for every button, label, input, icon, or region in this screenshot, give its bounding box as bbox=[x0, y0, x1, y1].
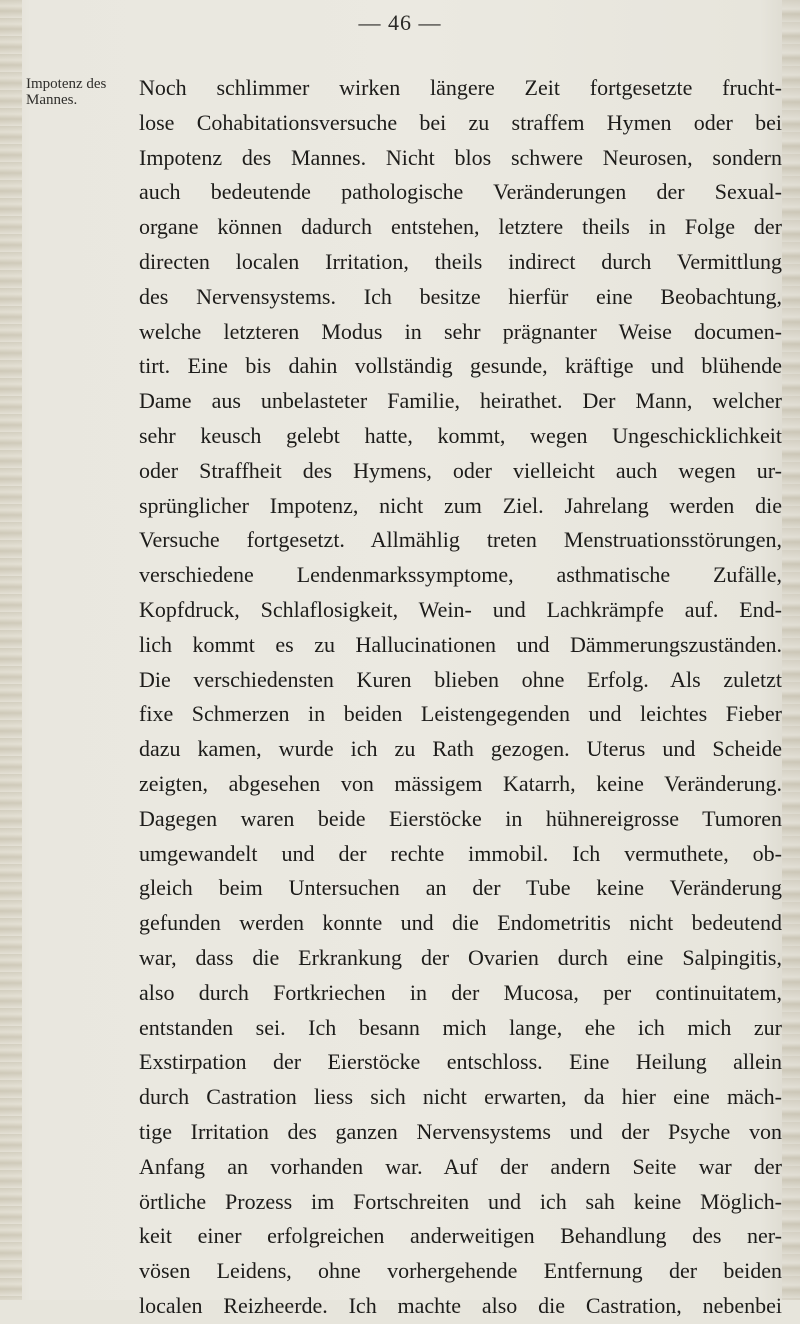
text-line: lich kommt es zu Hallucinationen und Dämmerungszuständen. bbox=[139, 631, 782, 657]
text-line: Anfang an vorhanden war. Auf der andern Seite war der bbox=[139, 1153, 782, 1179]
text-line: vösen Leidens, ohne vorhergehende Entfernung der beiden bbox=[139, 1258, 782, 1284]
text-line: gefunden werden konnte und die Endometritis nicht bedeutend bbox=[139, 910, 782, 936]
text-line: gleich beim Untersuchen an der Tube keine Veränderung bbox=[139, 875, 782, 901]
page-right-edge bbox=[782, 0, 800, 1300]
text-line: tige Irritation des ganzen Nervensystems und der Psyche von bbox=[139, 1118, 782, 1144]
text-line: dazu kamen, wurde ich zu Rath gezogen. Uterus und Scheide bbox=[139, 736, 782, 762]
text-line: Versuche fortgesetzt. Allmählig treten Menstruationsstörungen, bbox=[139, 527, 782, 553]
text-line: Impotenz des Mannes. Nicht blos schwere Neurosen, sondern bbox=[139, 144, 782, 170]
page-left-edge bbox=[0, 0, 22, 1300]
body-text bbox=[139, 71, 782, 1324]
text-line: umgewandelt und der rechte immobil. Ich vermuthete, ob- bbox=[139, 840, 782, 866]
text-line: oder Straffheit des Hymens, oder vielleicht auch wegen ur- bbox=[139, 457, 782, 483]
text-line: zeigten, abgesehen von mässigem Katarrh, keine Veränderung. bbox=[139, 770, 782, 796]
page-number: — 46 — bbox=[358, 10, 442, 35]
text-line: Die verschiedensten Kuren blieben ohne Erfolg. Als zuletzt bbox=[139, 666, 782, 692]
margin-note-line: Impotenz des bbox=[26, 76, 107, 92]
text-line: organe können dadurch entstehen, letztere theils in Folge der bbox=[139, 214, 782, 240]
text-line: Dagegen waren beide Eierstöcke in hühnereigrosse Tumoren bbox=[139, 805, 782, 831]
text-line: durch Castration liess sich nicht erwarten, da hier eine mäch- bbox=[139, 1084, 782, 1110]
text-line: Dame aus unbelasteter Familie, heirathet. Der Mann, welcher bbox=[139, 388, 782, 414]
margin-note bbox=[26, 76, 116, 108]
text-line: lose Cohabitationsversuche bei zu straffem Hymen oder bei bbox=[139, 109, 782, 135]
text-line: directen localen Irritation, theils indirect durch Vermittlung bbox=[139, 248, 782, 274]
text-line: des Nervensystems. Ich besitze hierfür eine Beobachtung, bbox=[139, 283, 782, 309]
text-line: Exstirpation der Eierstöcke entschloss. Eine Heilung allein bbox=[139, 1049, 782, 1075]
text-line: fixe Schmerzen in beiden Leistengegenden und leichtes Fieber bbox=[139, 701, 782, 727]
text-line: Noch schlimmer wirken längere Zeit fortgesetzte frucht- bbox=[139, 75, 782, 100]
text-line: localen Reizheerde. Ich machte also die Castration, nebenbei bbox=[139, 1292, 782, 1318]
margin-note-line: Mannes. bbox=[26, 92, 78, 108]
text-line: verschiedene Lendenmarkssymptome, asthmatische Zufälle, bbox=[139, 562, 782, 588]
text-line: auch bedeutende pathologische Veränderungen der Sexual- bbox=[139, 179, 782, 205]
text-line: war, dass die Erkrankung der Ovarien durch eine Salpingitis, bbox=[139, 944, 782, 970]
text-line: örtliche Prozess im Fortschreiten und ich sah keine Möglich- bbox=[139, 1188, 782, 1214]
text-line: tirt. Eine bis dahin vollständig gesunde, kräftige und blühende bbox=[139, 353, 782, 379]
text-line: keit einer erfolgreichen anderweitigen Behandlung des ner- bbox=[139, 1223, 782, 1249]
text-line: sprünglicher Impotenz, nicht zum Ziel. Jahrelang werden die bbox=[139, 492, 782, 518]
text-line: sehr keusch gelebt hatte, kommt, wegen Ungeschicklichkeit bbox=[139, 422, 782, 448]
text-line: entstanden sei. Ich besann mich lange, ehe ich mich zur bbox=[139, 1014, 782, 1040]
text-line: Kopfdruck, Schlaflosigkeit, Wein- und Lachkrämpfe auf. End- bbox=[139, 596, 782, 622]
text-line: welche letzteren Modus in sehr prägnanter Weise documen- bbox=[139, 318, 782, 344]
text-line: also durch Fortkriechen in der Mucosa, per continuitatem, bbox=[139, 979, 782, 1005]
